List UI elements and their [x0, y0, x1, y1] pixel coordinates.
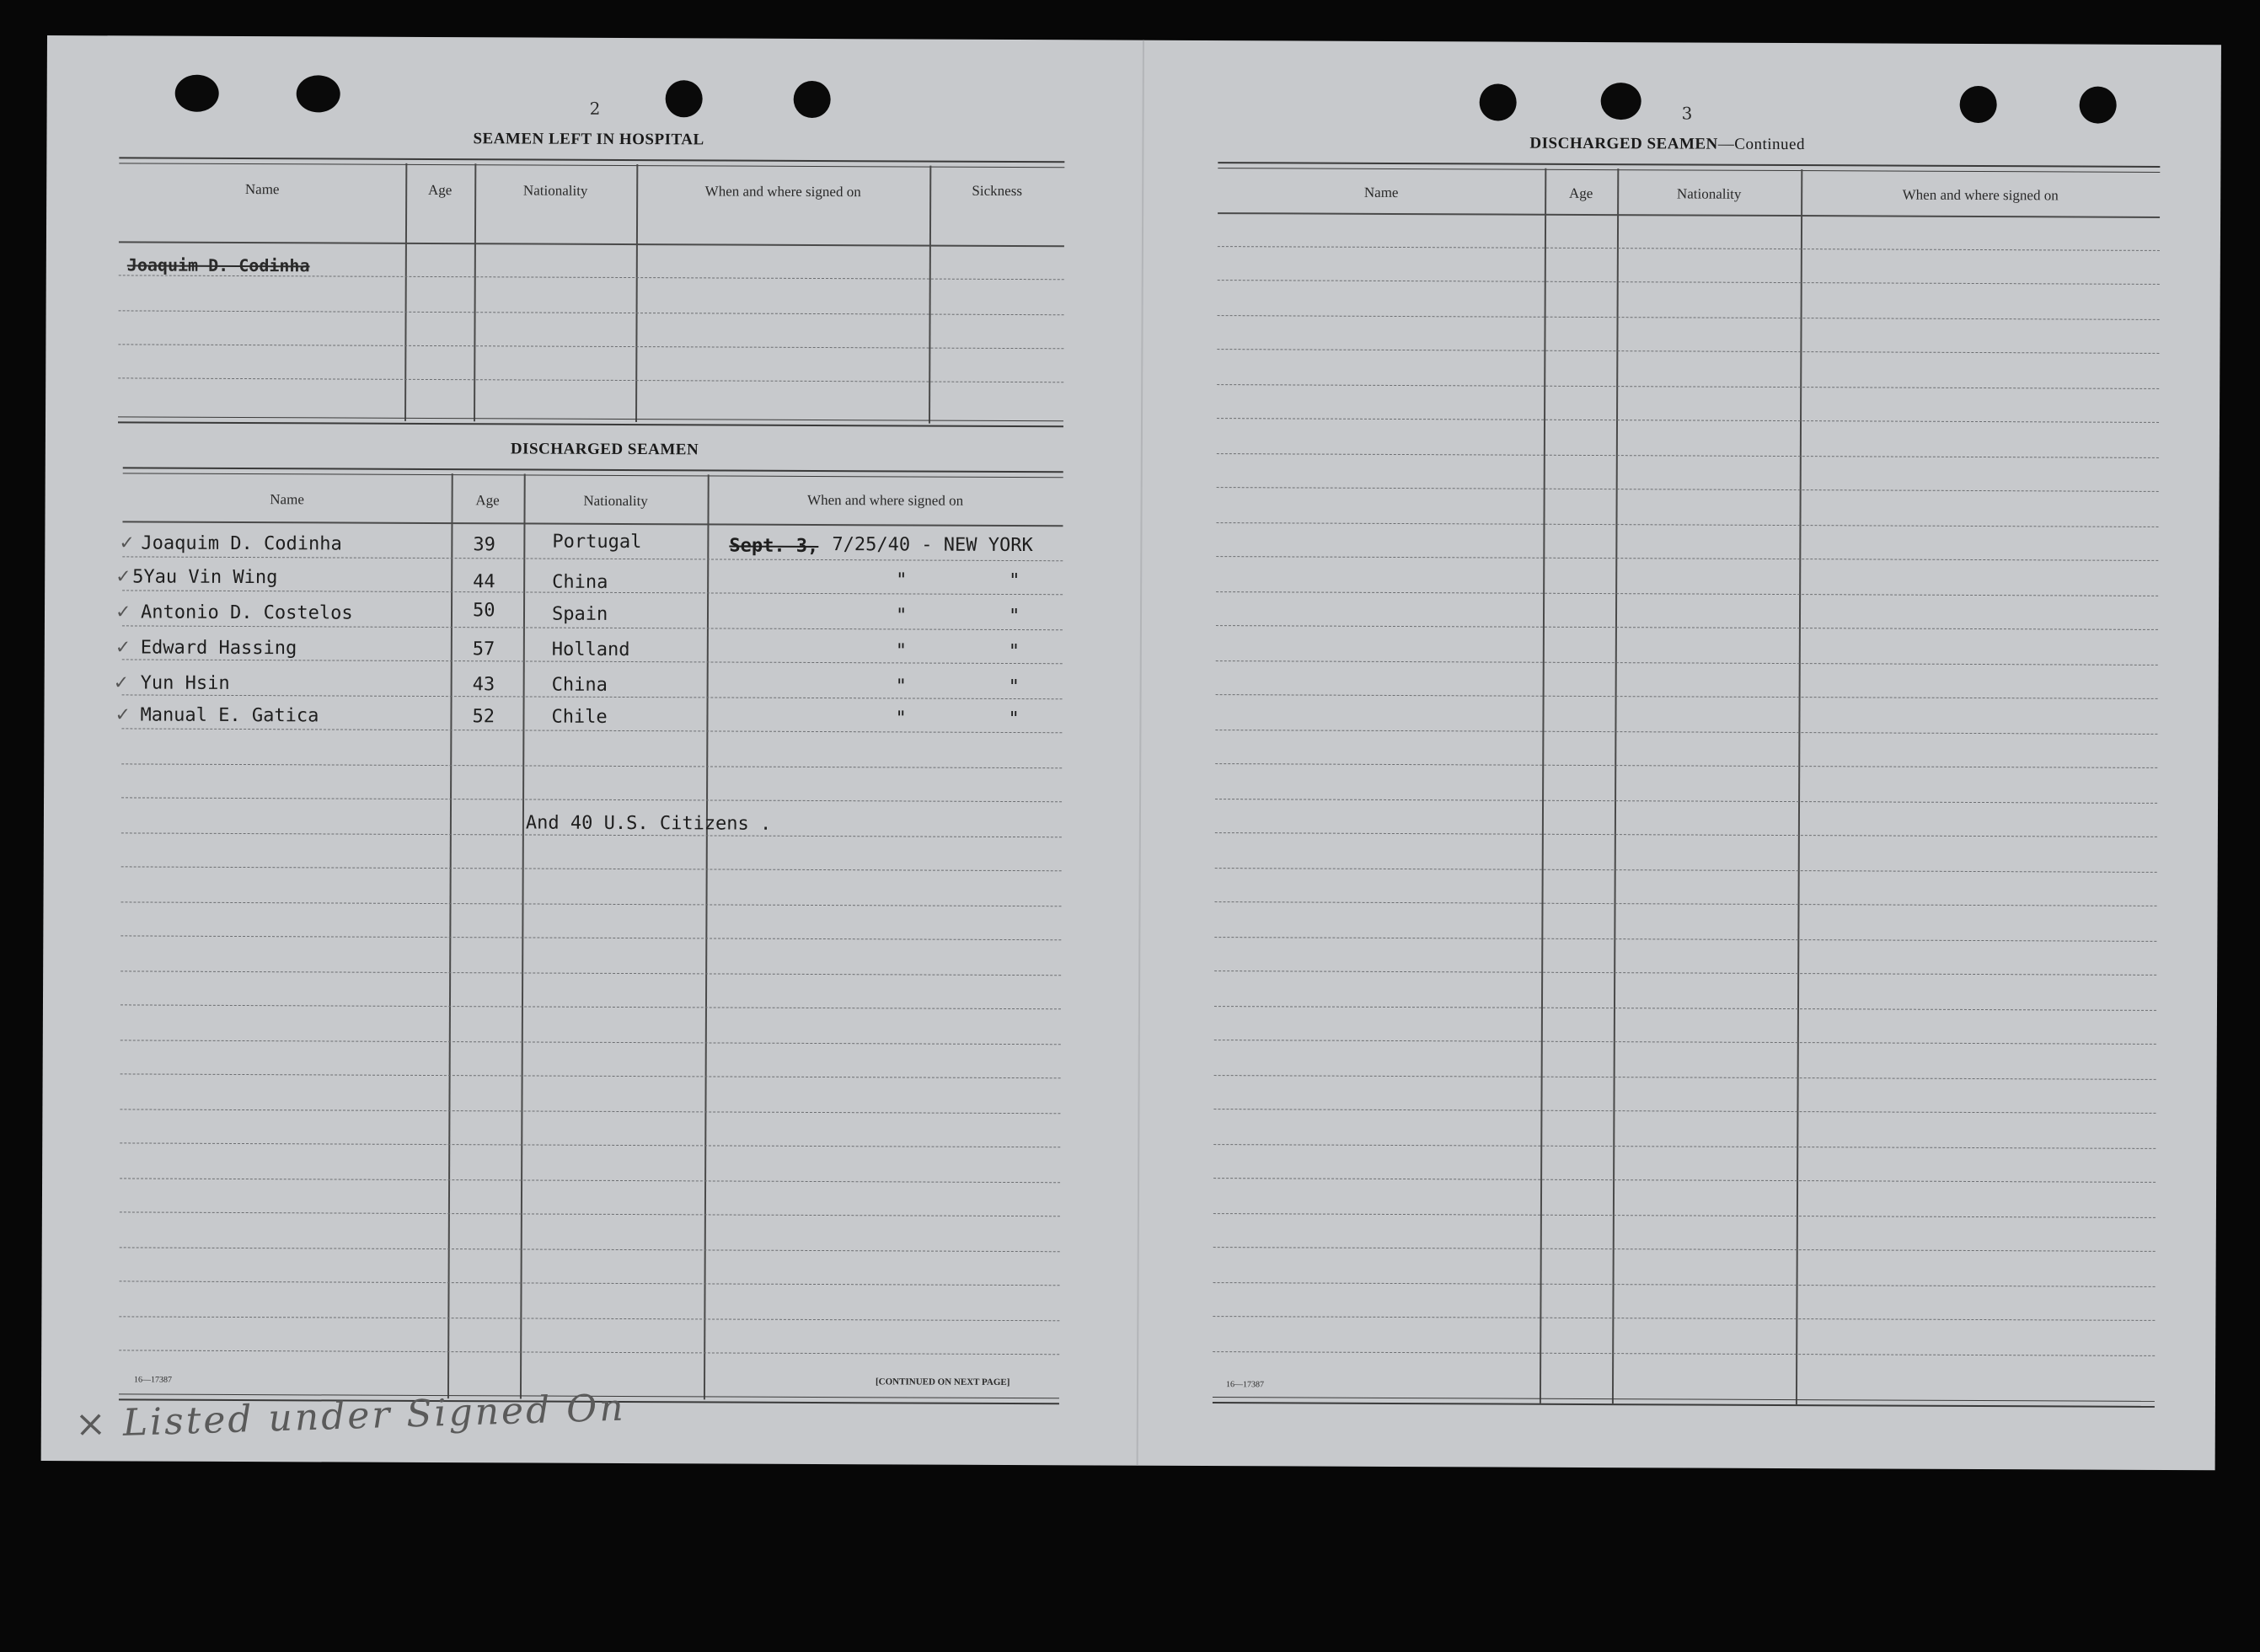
ruled-line — [1217, 418, 2159, 423]
column-header-nationality: Nationality — [1676, 185, 1742, 202]
ruled-line — [119, 1350, 1059, 1355]
ditto-mark: " — [1009, 569, 1020, 592]
ditto-mark: " — [895, 640, 908, 662]
seaman-name: Edward Hassing — [140, 637, 297, 660]
discharged-continued-table — [1213, 162, 2160, 1413]
ruled-line — [1216, 591, 2158, 596]
seaman-nationality: Spain — [551, 603, 608, 625]
ruled-line — [1216, 694, 2158, 699]
punch-hole — [1601, 83, 1641, 120]
ruled-line — [1214, 937, 2156, 942]
check-mark: ✓ — [115, 601, 131, 623]
ruled-line — [1214, 1075, 2156, 1080]
ruled-line — [120, 970, 1061, 976]
ruled-line — [119, 310, 1064, 315]
seaman-name: 5Yau Vin Wing — [132, 566, 278, 589]
ruled-line — [1218, 280, 2160, 285]
seaman-age: 52 — [472, 706, 495, 728]
punch-hole — [1960, 86, 1997, 123]
column-divider — [474, 163, 476, 421]
seaman-name: Joaquim D. Codinha — [141, 532, 342, 555]
ruled-line — [1218, 246, 2160, 251]
ruled-line — [120, 1178, 1060, 1183]
table-row — [115, 704, 1062, 732]
ruled-line — [119, 275, 1064, 280]
ruled-line — [121, 797, 1062, 802]
column-header-signed-on: When and where signed on — [1902, 186, 2059, 204]
column-header-name: Name — [244, 181, 280, 198]
ditto-mark: " — [1008, 676, 1020, 698]
punch-hole — [1480, 83, 1517, 120]
table-top-rule — [123, 467, 1063, 478]
seaman-nationality: Holland — [551, 639, 630, 661]
ruled-line — [1217, 349, 2159, 354]
ruled-line — [1214, 970, 2156, 976]
discharged-continued-title — [1529, 135, 1805, 154]
ruled-line — [1213, 1213, 2156, 1218]
seaman-nationality: China — [552, 571, 608, 593]
table-row — [115, 600, 1063, 629]
ruled-line — [1215, 799, 2157, 804]
seaman-nationality: China — [551, 674, 608, 696]
ruled-line — [119, 1316, 1059, 1321]
ruled-line — [1213, 1178, 2156, 1183]
column-header-signed-on: When and where signed on — [704, 183, 861, 200]
table-bottom-rule — [1213, 1397, 2155, 1408]
ruled-line — [1214, 1040, 2156, 1045]
ruled-line — [1217, 487, 2159, 492]
column-divider — [929, 166, 931, 424]
signed-on: 7/25/40 - NEW YORK — [832, 534, 1033, 557]
ruled-line — [1213, 1282, 2156, 1287]
ruled-line — [120, 1040, 1061, 1045]
right-page-number: 3 — [1681, 103, 1693, 124]
ruled-line — [1216, 522, 2158, 527]
ditto-mark: " — [895, 708, 907, 730]
header-underline — [122, 521, 1063, 527]
seaman-age: 57 — [472, 639, 495, 660]
seaman-age: 43 — [472, 674, 495, 696]
discharged-section-title: DISCHARGED SEAMEN — [510, 440, 699, 459]
table-top-rule — [119, 157, 1064, 168]
ruled-line — [1215, 868, 2157, 873]
continued-suffix: —Continued — [1717, 135, 1806, 154]
ruled-line — [120, 1004, 1061, 1009]
seaman-age: 50 — [472, 600, 495, 622]
header-underline — [119, 241, 1064, 247]
ditto-mark: " — [895, 605, 908, 627]
column-header-signed-on: When and where signed on — [807, 491, 964, 509]
ruled-line — [1213, 1109, 2156, 1114]
column-header-name: Name — [270, 491, 304, 508]
ruled-line — [120, 935, 1061, 940]
column-header-age: Age — [1568, 184, 1593, 202]
ruled-line — [120, 1211, 1060, 1216]
seaman-nationality: Chile — [551, 706, 608, 728]
check-mark: ✓ — [119, 532, 135, 554]
ruled-line — [1216, 556, 2158, 561]
ruled-line — [1213, 1247, 2156, 1252]
seaman-name: Manual E. Gatica — [140, 704, 319, 727]
seaman-age: 39 — [473, 534, 495, 556]
column-header-nationality: Nationality — [522, 182, 588, 199]
check-mark: ✓ — [115, 704, 131, 726]
punch-hole — [2080, 87, 2117, 124]
struck-hospital-entry: Joaquim D. Codinha — [126, 254, 310, 276]
right-form-number: 16—17387 — [1226, 1380, 1265, 1390]
ruled-line — [1215, 901, 2157, 906]
punch-hole — [297, 75, 340, 112]
ruled-line — [121, 866, 1062, 871]
column-divider — [1796, 169, 1802, 1404]
ditto-mark: " — [895, 676, 907, 698]
ditto-mark: " — [1008, 640, 1020, 663]
page-fold — [1137, 40, 1144, 1466]
ruled-line — [120, 1247, 1060, 1252]
citizens-note: And 40 U.S. Citizens . — [525, 812, 772, 835]
ruled-line — [1216, 660, 2158, 666]
ruled-line — [1213, 1144, 2156, 1149]
table-top-rule — [1218, 162, 2160, 173]
ditto-mark: " — [1008, 605, 1020, 628]
column-divider — [1540, 168, 1546, 1403]
table-bottom-rule — [118, 416, 1063, 427]
ruled-line — [1215, 832, 2157, 837]
punch-hole — [794, 81, 831, 118]
table-row — [113, 672, 1063, 700]
check-mark: ✓ — [115, 637, 131, 659]
ruled-line — [1214, 1006, 2156, 1011]
ruled-line — [120, 1109, 1060, 1114]
ruled-line — [121, 763, 1062, 768]
hospital-table — [118, 157, 1064, 429]
column-divider — [1612, 168, 1619, 1403]
continued-note: [CONTINUED ON NEXT PAGE] — [876, 1377, 1010, 1387]
ruled-line — [1215, 730, 2157, 735]
hospital-section-title: SEAMEN LEFT IN HOSPITAL — [473, 130, 704, 149]
punch-hole — [175, 75, 219, 112]
seaman-name: Yun Hsin — [140, 672, 230, 694]
column-header-age: Age — [475, 492, 500, 509]
table-row — [115, 566, 1063, 594]
ruled-line — [121, 901, 1062, 906]
column-header-nationality: Nationality — [583, 492, 648, 510]
ruled-line — [118, 377, 1063, 382]
table-row — [115, 637, 1063, 665]
discharged-table — [113, 467, 1063, 1406]
punch-hole — [666, 80, 703, 117]
ruled-line — [1218, 315, 2160, 320]
seaman-name: Antonio D. Costelos — [140, 601, 353, 624]
column-divider — [404, 163, 407, 421]
check-mark: ✓ — [113, 672, 130, 694]
ruled-line — [1215, 763, 2157, 768]
handwritten-note: × Listed under Signed On — [74, 1386, 627, 1446]
ruled-line — [118, 344, 1063, 349]
seaman-age: 44 — [473, 571, 495, 593]
ruled-line — [120, 1142, 1060, 1147]
table-row — [119, 531, 1063, 560]
ruled-line — [1213, 1316, 2155, 1321]
ditto-mark: " — [1008, 708, 1020, 730]
check-mark: ✓ — [115, 566, 131, 588]
signed-on-struck: Sept. 3, — [729, 535, 819, 557]
ruled-line — [1216, 625, 2158, 630]
ruled-line — [1217, 453, 2159, 458]
ruled-line — [120, 1280, 1060, 1286]
left-form-number: 16—17387 — [134, 1375, 173, 1385]
left-page-number: 2 — [589, 98, 601, 119]
column-header-name: Name — [1363, 184, 1399, 200]
column-header-sickness: Sickness — [972, 182, 1022, 200]
discharged-continued-title-text: DISCHARGED SEAMEN — [1529, 134, 1718, 153]
ruled-line — [1217, 384, 2159, 389]
column-divider — [635, 164, 638, 422]
ruled-line — [120, 1073, 1061, 1078]
header-underline — [1218, 212, 2160, 218]
ditto-mark: " — [896, 569, 908, 591]
ruled-line — [1213, 1351, 2155, 1356]
seaman-nationality: Portugal — [552, 531, 642, 553]
document-sheet — [41, 35, 2221, 1470]
column-header-age: Age — [427, 181, 453, 199]
